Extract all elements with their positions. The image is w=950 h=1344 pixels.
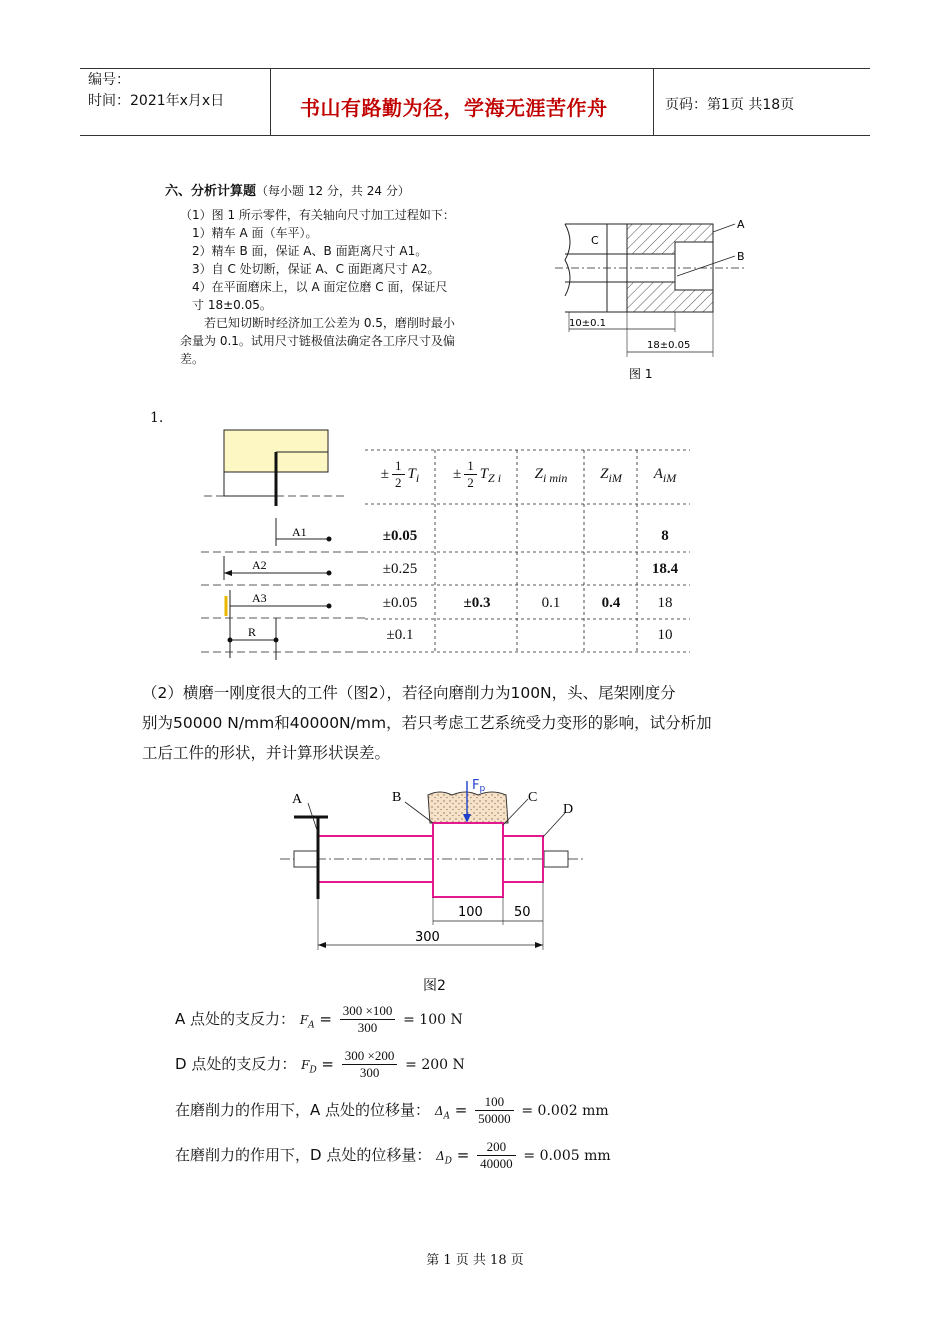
figure-2-diagram: [280, 775, 600, 960]
table-cell: ±0.1: [386, 627, 414, 643]
problem2-line: 工后工件的形状，并计算形状误差。: [142, 744, 391, 762]
header-divider-left: [270, 68, 271, 136]
fig2-label-b: B: [392, 790, 402, 805]
calc-numerator: 300 ×200: [342, 1048, 398, 1065]
calc-denominator: 50000: [478, 1111, 511, 1126]
fig2-dim-50: 50: [514, 905, 531, 920]
fig2-caption: 图2: [423, 978, 446, 994]
fig2-dim-100: 100: [458, 905, 483, 920]
calc-reaction-a: A 点处的支反力： $F_A$ = $\frac{300 \times 100}{300}$ = 100 N: [175, 1003, 463, 1035]
calc-numerator: 200: [477, 1139, 516, 1156]
workpiece-middle: [433, 823, 503, 897]
fig2-label-c: C: [528, 790, 538, 805]
table-cell: 18.4: [651, 561, 679, 577]
problem2-text: [142, 678, 712, 768]
calc-denominator: 300: [359, 1065, 380, 1080]
table-cell: 0.4: [601, 595, 621, 611]
section-title-text: 六、分析计算题: [165, 184, 257, 199]
problem6-line: 2）精车 B 面，保证 A、B 面距离尺寸 A1。: [192, 244, 428, 258]
doc-time-label: 时间：2021年x月x日: [88, 93, 225, 109]
problem6-text: [180, 206, 455, 368]
chain-label-a1: A1: [292, 525, 307, 539]
answer-number: 1.: [150, 410, 164, 426]
calc-result: = 200 N: [405, 1057, 465, 1073]
header-motto: 书山有路勤为径，学海无涯苦作舟: [300, 96, 608, 120]
headstock-center: [294, 851, 318, 867]
table-cell: ±0.05: [382, 528, 418, 544]
break-line: [565, 224, 570, 296]
table-header-half-tzi: ± $\frac{1}{2}$ $T_{Z i}$: [452, 458, 502, 490]
problem2-line: （2）横磨一刚度很大的工件（图2），若径向磨削力为100N，头、尾架刚度分: [142, 684, 676, 702]
fig1-label-c: C: [591, 234, 599, 247]
table-cell: ±0.05: [382, 595, 418, 611]
header-meta: [88, 70, 224, 112]
calc-displacement-d: 在磨削力的作用下，D 点处的位移量： $\Delta_D$ = $\frac{200}{40000}$ = 0.005 mm: [175, 1139, 611, 1171]
chain-label-r: R: [248, 625, 257, 639]
problem6-line: 3）自 C 处切断，保证 A、C 面距离尺寸 A2。: [192, 262, 440, 276]
calc-prefix: 在磨削力的作用下，A 点处的位移量：: [175, 1101, 431, 1119]
fig1-dim-10: 10±0.1: [569, 318, 607, 329]
header-bottom-rule: [80, 135, 870, 136]
force-symbol: F: [472, 778, 480, 793]
calc-denominator: 300: [357, 1020, 378, 1035]
header-top-rule: [80, 68, 870, 69]
part-bore: [675, 242, 713, 290]
calc-prefix: 在磨削力的作用下，D 点处的位移量：: [175, 1146, 432, 1164]
problem6-line: （1）图 1 所示零件，有关轴向尺寸加工过程如下：: [180, 208, 455, 222]
fig1-dim-18: 18±0.05: [647, 340, 691, 351]
table-header-half-ti: ± $\frac{1}{2}$ $T_i$: [380, 458, 420, 490]
fig1-label-a: A: [737, 218, 745, 231]
problem6-line: 4）在平面磨床上，以 A 面定位磨 C 面，保证尺: [192, 280, 448, 294]
problem6-line: 1）精车 A 面（车平）。: [192, 226, 318, 240]
force-label: [472, 778, 485, 794]
calc-denominator: 40000: [480, 1156, 513, 1171]
header-divider-right: [653, 68, 654, 136]
table-cell: 0.1: [541, 595, 561, 611]
table-cell: ±0.25: [382, 561, 418, 577]
calc-prefix: A 点处的支反力：: [175, 1010, 296, 1028]
calc-displacement-a: 在磨削力的作用下，A 点处的位移量： $\Delta_A$ = $\frac{100}{50000}$ = 0.002 mm: [175, 1094, 609, 1126]
chain-label-a2: A2: [252, 558, 267, 572]
calc-fraction: [477, 1139, 516, 1172]
calc-result: = 100 N: [403, 1012, 463, 1028]
calc-symbol-sub: D: [309, 1065, 317, 1076]
figure-1-diagram: [555, 212, 765, 387]
table-header-zim: $Z_{iM}$: [600, 466, 622, 485]
table-cell: 18: [657, 595, 673, 611]
calc-symbol: Δ: [436, 1149, 445, 1163]
calc-result: = 0.005 mm: [523, 1148, 611, 1164]
fig2-dim-300: 300: [415, 930, 440, 945]
section-score-note: （每小题 12 分，共 24 分）: [256, 184, 410, 198]
fig1-label-b: B: [737, 250, 745, 263]
calc-numerator: 300 ×100: [340, 1003, 396, 1020]
table-header-zimin: $Z_{i min}$: [534, 466, 568, 485]
problem6-line: 寸 18±0.05。: [192, 298, 272, 312]
problem6-line: 余量为 0.1。试用尺寸链极值法确定各工序尺寸及偏: [180, 334, 455, 348]
calc-symbol: F: [299, 1013, 309, 1027]
table-cell: ±0.3: [463, 595, 491, 611]
problem2-line: 别为50000 N/mm和40000N/mm，若只考虑工艺系统受力变形的影响，试分析加: [142, 714, 712, 732]
chain-part-lower: [224, 472, 276, 496]
calc-symbol: Δ: [434, 1104, 444, 1118]
table-cell: 8: [661, 528, 669, 544]
table-header-aim: $A_{iM}$: [653, 466, 677, 485]
calc-fraction: [340, 1003, 396, 1036]
force-subscript: p: [479, 784, 486, 794]
calc-prefix: D 点处的支反力：: [175, 1055, 297, 1073]
calc-symbol-sub: A: [443, 1111, 450, 1122]
fraction: $\frac{1}{2}$: [464, 458, 477, 491]
fig2-label-a: A: [292, 792, 303, 807]
problem6-line: 差。: [180, 352, 205, 366]
page-footer: 第 1 页 共 18 页: [426, 1253, 524, 1268]
calc-symbol-sub: D: [444, 1156, 452, 1167]
calc-fraction: [475, 1094, 514, 1127]
calc-numerator: 100: [475, 1094, 514, 1111]
section-title: [165, 180, 410, 199]
fraction: $\frac{1}{2}$: [392, 458, 405, 491]
calc-fraction: [342, 1048, 398, 1081]
header-page-label: 页码：第1页 共18页: [665, 97, 795, 113]
fig2-label-d: D: [563, 802, 574, 817]
problem6-line: 若已知切断时经济加工公差为 0.5，磨削时最小: [204, 316, 455, 330]
calc-reaction-d: D 点处的支反力： $F_D$ = $\frac{300 \times 200}{300}$ = 200 N: [175, 1048, 465, 1080]
dimension-chain-diagram: [196, 428, 366, 663]
chain-label-a3: A3: [252, 591, 267, 605]
fig1-caption: 图 1: [629, 367, 653, 381]
doc-number-label: 编号：: [88, 72, 130, 88]
calc-symbol: F: [301, 1058, 310, 1072]
calc-symbol-sub: A: [308, 1020, 315, 1031]
table-cell: 10: [657, 627, 673, 643]
tailstock-center: [544, 851, 568, 867]
calc-result: = 0.002 mm: [521, 1103, 609, 1119]
